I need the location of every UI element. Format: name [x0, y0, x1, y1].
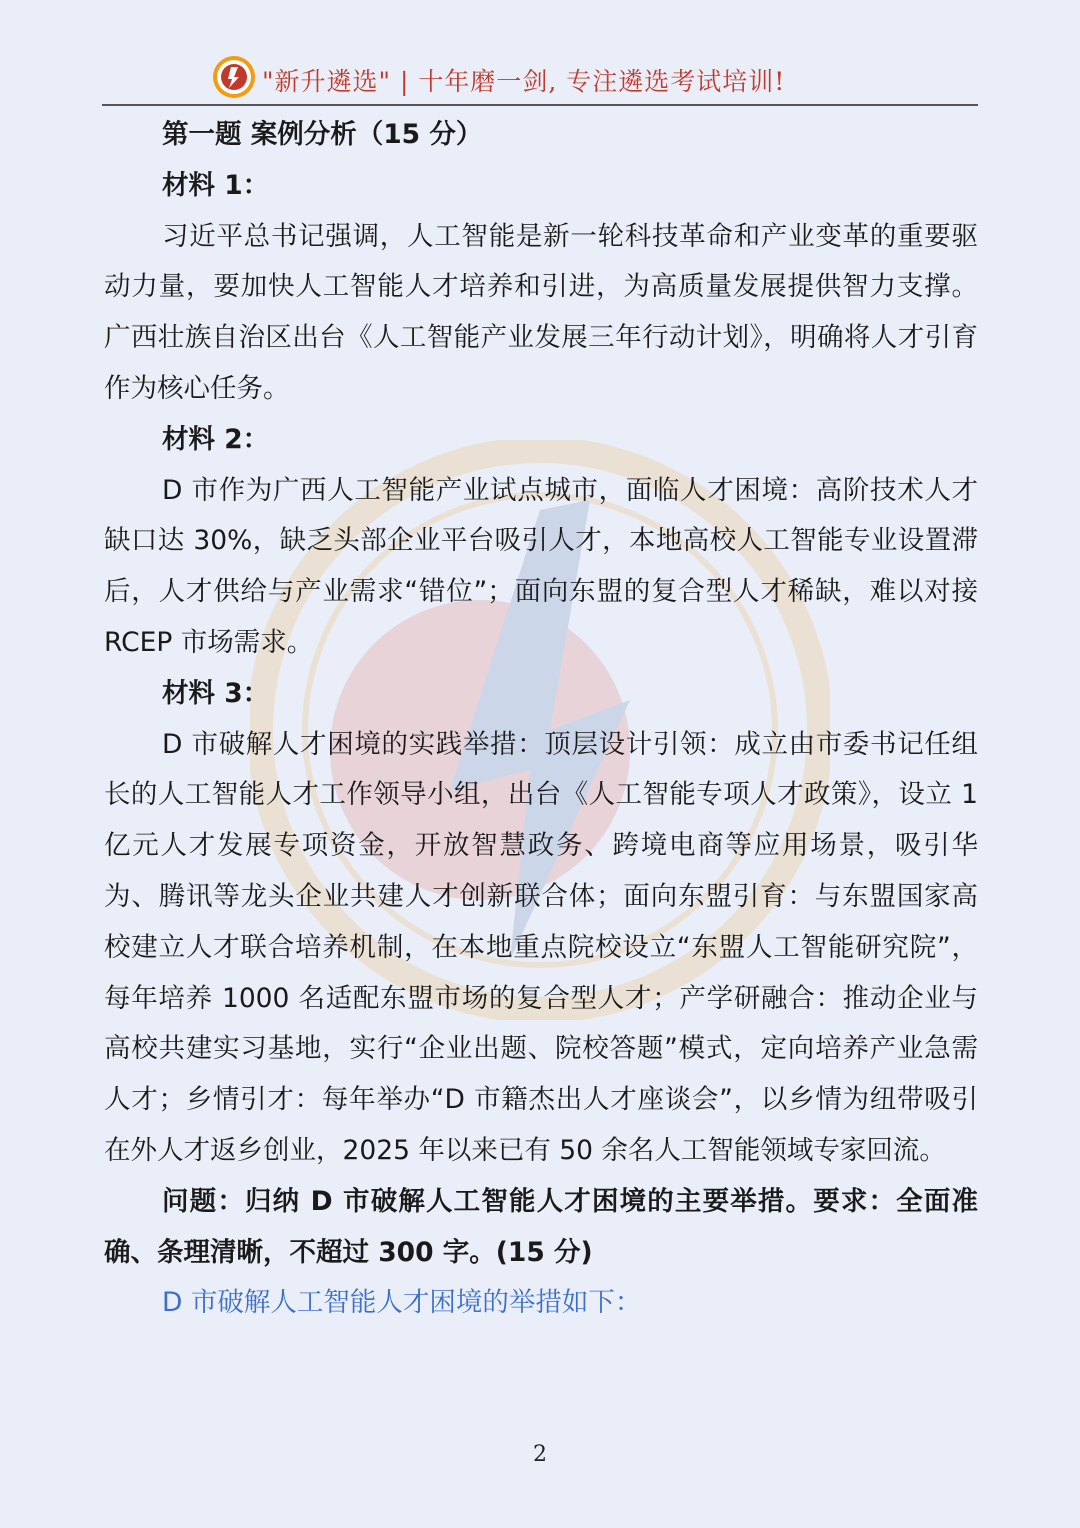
answer-intro: D 市破解人工智能人才困境的举措如下：: [162, 1287, 642, 1319]
section-title: 第一题 案例分析（15 分）: [162, 119, 483, 150]
material-1-label: 材料 1：: [162, 169, 270, 201]
material-3-text: D 市破解人才困境的实践举措：顶层设计引领：成立由市委书记任组长的人工智能人才工作领导小组，出台《人工智能专项人才政策》，设立 1 亿元人才发展专项资金，开放智慧政务、跨境电商等应用场景，吸引华为、腾讯等龙头企业共建人才创新联合体；面向东盟引育：与东盟国家高校建立人才联合培养机制，在本地重点院校设立“东盟人工智能研究院”，每年培养 1000 名适配东盟市场的复合型人才；产学研融合：推动企业与高校共建实习基地，实行“企业出题、院校答题”模式，定向培养产业急需人才；乡情引才：每年举办“D 市籍杰出人才座谈会”，以乡情为纽带吸引在外人才返乡创业，2025 年以来已有 50 余名人工智能领域专家回流。: [104, 728, 978, 1166]
material-2-label: 材料 2：: [162, 423, 270, 455]
material-3-label: 材料 3：: [162, 677, 270, 709]
question-text: 问题：归纳 D 市破解人工智能人才困境的主要举措。要求：全面准确、条理清晰，不超过 300 字。(15 分): [104, 1185, 978, 1268]
page-number: 2: [533, 1442, 547, 1467]
material-1-text: 习近平总书记强调，人工智能是新一轮科技革命和产业变革的重要驱动力量，要加快人工智能人才培养和引进，为高质量发展提供智力支撑。广西壮族自治区出台《人工智能产业发展三年行动计划》，明确将人才引育作为核心任务。: [104, 220, 978, 404]
training-school-logo-icon: [212, 55, 256, 99]
material-2-text: D 市作为广西人工智能产业试点城市，面临人才困境：高阶技术人才缺口达 30%，缺乏头部企业平台吸引人才，本地高校人工智能专业设置滞后，人才供给与产业需求“错位”；面向东盟的复合型人才稀缺，难以对接 RCEP 市场需求。: [104, 474, 978, 658]
document-body: [104, 110, 978, 1329]
header-slogan: "新升遴选" | 十年磨一剑, 专注遴选考试培训!: [262, 67, 786, 96]
page-header: [102, 54, 978, 106]
